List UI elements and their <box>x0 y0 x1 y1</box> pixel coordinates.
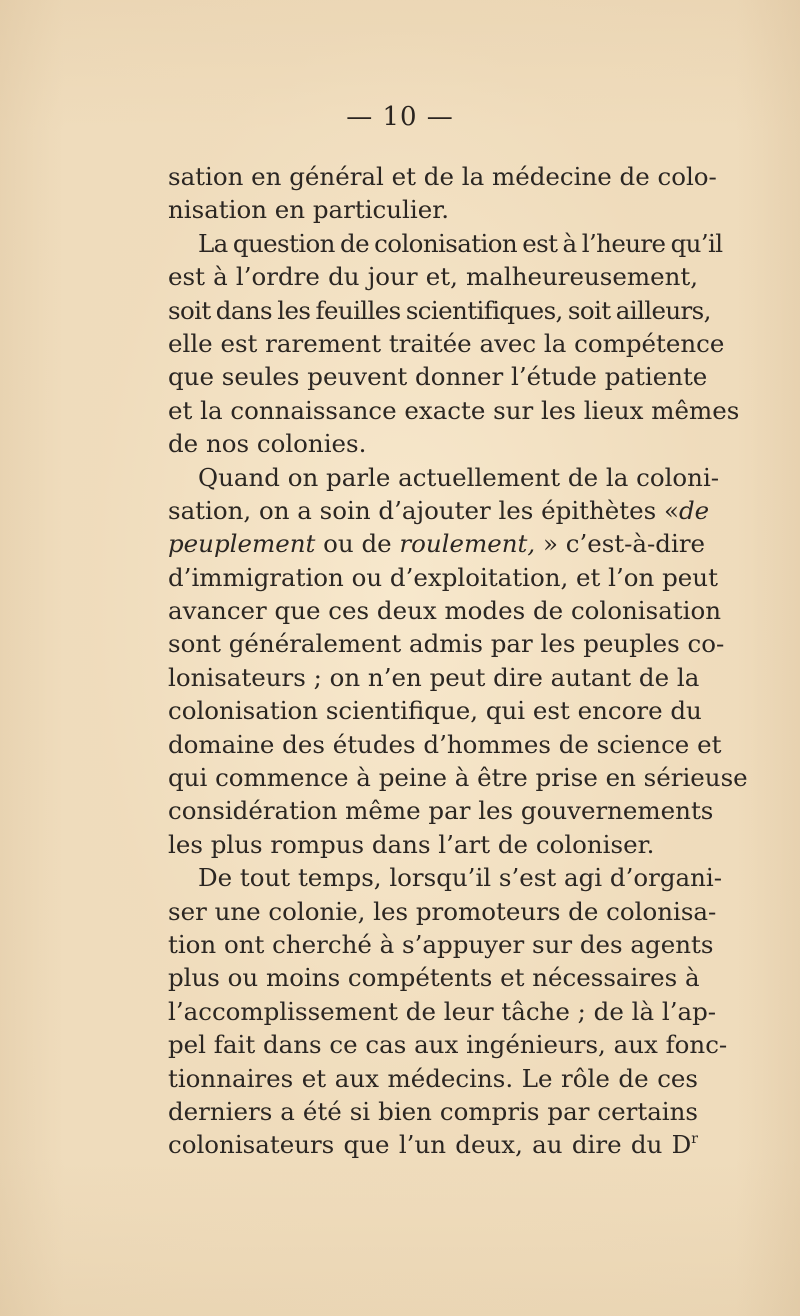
page-number: — 10 — <box>346 102 454 132</box>
text-segment: colonisateurs que l’un deux, au dire du D <box>168 1130 692 1160</box>
text-segment: sation, on a soin d’ajouter les épithètes « <box>168 495 679 525</box>
text-line: ser une colonie, les promoteurs de colonisa- <box>168 896 717 926</box>
text-line: domaine des études d’hommes de science et <box>168 729 722 759</box>
text-line: colonisation scientifique, qui est encore du <box>168 696 702 726</box>
text-line: pel fait dans ce cas aux ingénieurs, aux fonc- <box>168 1030 728 1060</box>
text-line: d’immigration ou d’exploitation, et l’on peut <box>168 562 718 592</box>
text-line: qui commence à peine à être prise en sérieuse <box>168 763 748 793</box>
text-line: Quand on parle actuellement de la coloni- <box>198 462 720 492</box>
text-line: sation en général et de la médecine de colo- <box>168 162 717 191</box>
text-segment: » c’est-à-dire <box>535 529 706 559</box>
text-line: que seules peuvent donner l’étude patiente <box>168 362 708 392</box>
italic-text: roulement, <box>399 529 536 559</box>
text-line: de nos colonies. <box>168 429 367 459</box>
text-line <box>168 1128 698 1161</box>
text-line: soit dans les feuilles scientifiques, soit ailleurs, <box>168 295 711 325</box>
text-line: tion ont cherché à s’appuyer sur des agents <box>168 929 714 959</box>
text-line: avancer que ces deux modes de colonisation <box>168 596 722 626</box>
text-line: tionnaires et aux médecins. Le rôle de ces <box>168 1063 698 1093</box>
text-line: l’accomplissement de leur tâche ; de là l’ap- <box>168 996 717 1026</box>
text-line: et la connaissance exacte sur les lieux mêmes <box>168 395 740 425</box>
text-line: La question de colonisation est à l’heure qu’il <box>198 228 723 258</box>
text-line <box>168 527 706 560</box>
text-segment: ou de <box>315 529 400 559</box>
superscript: r <box>691 1131 698 1148</box>
italic-text: peuplement <box>168 529 316 559</box>
text-line: plus ou moins compétents et nécessaires à <box>168 963 700 993</box>
text-line: les plus rompus dans l’art de coloniser. <box>168 829 655 859</box>
text-line <box>168 494 710 527</box>
body-text <box>168 160 748 1162</box>
text-line: nisation en particulier. <box>168 195 450 225</box>
italic-text: de <box>678 495 710 525</box>
text-line: lonisateurs ; on n’en peut dire autant de la <box>168 662 700 692</box>
text-line: sont généralement admis par les peuples co- <box>168 629 725 659</box>
text-line: derniers a été si bien compris par certains <box>168 1096 698 1126</box>
text-line: De tout temps, lorsqu’il s’est agi d’organi- <box>198 863 723 893</box>
text-line: elle est rarement traitée avec la compétence <box>168 328 725 358</box>
text-line: considération même par les gouvernements <box>168 796 714 826</box>
text-line: est à l’ordre du jour et, malheureusement, <box>168 262 698 292</box>
